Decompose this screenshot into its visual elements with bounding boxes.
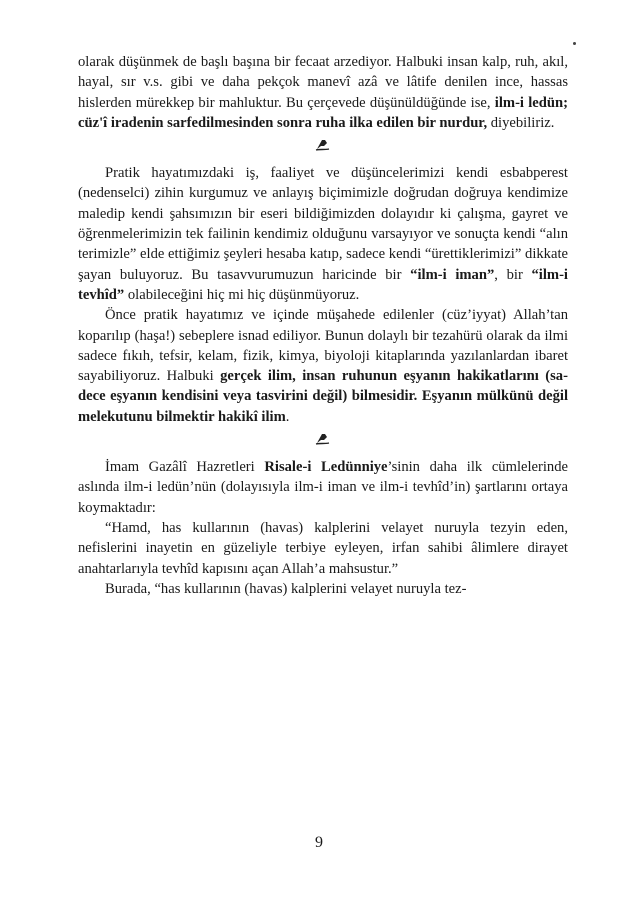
paragraph-5: “Hamd, has kullarının (havas) kalplerini velayet nuruyla tezyin eden, nefislerini inayetin en güzeliyle terbiye eyleyen, irfan sahibi âlimlere dirayet anahtarlarıyla tevhîd kapısını açan Allah’a mahsustur.”	[78, 519, 568, 577]
paragraph-text: olarak düşünmek de başlı başına bir fecaat arzediyor. Halbuki insan kalp, ruh, akıl, hayal, sır v.s. gibi ve daha pekçok manevî azâ ve lâtife denilen ince, hassas hislerden mürekkep bir mahluktur. Bu çerçevede düşünüldüğünde ise,	[78, 54, 568, 111]
paragraph-text: Pratik hayatımızdaki iş, faaliyet ve düşüncelerimizi kendi esbabperest (nedenselci) zihin kurgumuz ve anlayış biçimimizle doğrudan doğruya kendimize maledip kendi şahsımızın bir eseri bildiğimizden dolayıdır ki çalışma, gayret ve öğrenmelerimizin tek failinin kendimiz olduğunu varsayıyor ve sonuçta kendi “alın terimizle” elde ettiğimiz şeyleri hesaba katıp, sadece kendi “ürettiklerimizi” dikkate şayan buluyoruz. Bu tasavvurumuzun haricinde bir	[78, 165, 568, 283]
bold-text: gerçek ilim, insan ruhunun eşyanın hakikatlarını (sadece eşyanın kendisini veya tasvirini değil) bilmesidir. Eşyanın mülkünü değil melekutunu bilmektir hakikî ilim	[78, 368, 568, 425]
writing-hand-icon	[315, 137, 331, 151]
paragraph-4	[78, 457, 568, 518]
paragraph-2	[78, 163, 568, 305]
paragraph-text: ’sinin daha ilk cümlelerinde aslında ilm-i ledün’nün (dolayısıyla ilm-i iman ve ilm-i tevhîd’in) şartlarını ortaya koymaktadır:	[78, 459, 569, 516]
bold-text: “ilm-i iman”	[410, 266, 495, 283]
paragraph-text: .	[285, 408, 290, 425]
bold-text: ilm-i ledün; cüz'î iradenin sarfedilmesinden sonra ruha ilka edilen bir nurdur,	[78, 94, 568, 131]
page-body	[78, 52, 568, 599]
page-number: 9	[315, 834, 323, 851]
paragraph-text: Önce pratik hayatımız ve içinde müşahede edilenler (cüz’iyyat) Allah’tan koparılıp (haşa!) sebeplere isnad ediliyor. Bunun dolaylı bir tezahürü olarak da ilmi sadece fıkıh, tefsir, kelam, fizik, kimya, biyoloji kitaplarında yazılanlardan ibaret sayabiliyoruz. Halbuki	[78, 307, 568, 385]
paragraph-text: olabileceğini hiç mi hiç düşünmüyoruz.	[124, 286, 360, 303]
paragraph-6: Burada, “has kullarının (havas) kalplerini velayet nuruyla tez-	[105, 580, 467, 597]
section-divider	[78, 431, 568, 453]
speck-mark	[573, 42, 576, 45]
section-divider	[78, 137, 568, 159]
paragraph-3	[78, 305, 568, 427]
paragraph-text: diyebiliriz.	[487, 114, 555, 131]
bold-text: “ilm-i tevhîd”	[78, 266, 568, 303]
paragraph-1	[78, 52, 568, 133]
writing-hand-icon	[315, 431, 331, 445]
paragraph-text: İmam Gazâlî Hazretleri	[105, 459, 265, 476]
bold-text: Risale-i Ledünniye	[264, 459, 388, 476]
paragraph-text: , bir	[494, 266, 532, 283]
